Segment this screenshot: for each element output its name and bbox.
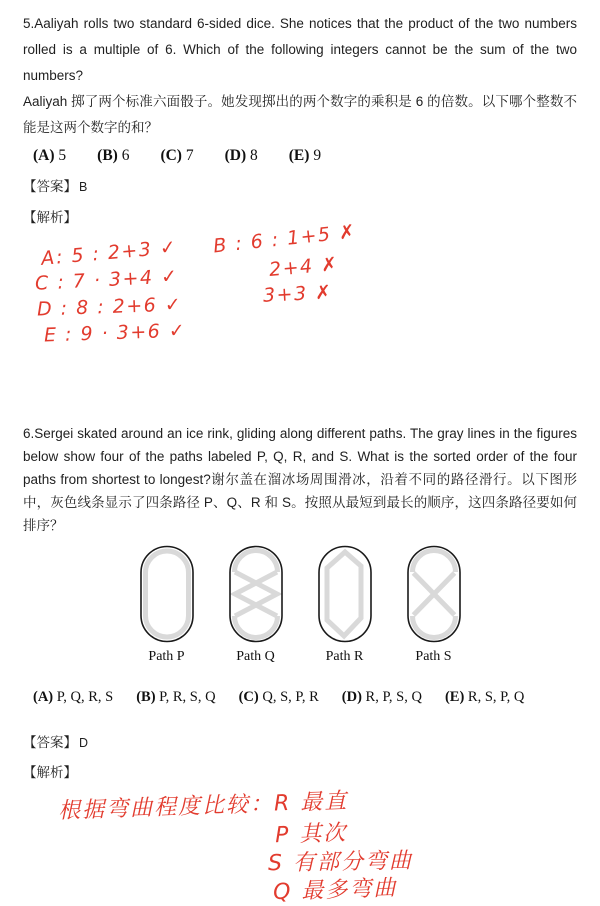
choice-letter: (A) [33, 689, 54, 705]
choice-d [342, 689, 422, 706]
path-q-diagram-icon [226, 544, 286, 644]
choice-value: 9 [313, 147, 322, 164]
choice-c [239, 689, 319, 706]
choice-value: 6 [121, 147, 130, 164]
handwriting-line: 3+3 ✗ [262, 281, 334, 307]
choice-a [33, 689, 113, 706]
problem6-analysis-line [23, 761, 577, 781]
choice-d [225, 147, 258, 165]
choice-letter: (C) [160, 147, 182, 164]
handwriting-line: Q 最多弯曲 [272, 875, 398, 906]
path-s-diagram-icon [404, 544, 464, 644]
path-s-figure [404, 544, 464, 665]
problem6-statement-en: 6.Sergei skated around an ice rink, gliding along different paths. The gray lines in the figures below show four of the paths labeled P, Q, R, and S. What is the sorted order of the four paths from shortest to longest? [23, 426, 577, 487]
path-p-figure [137, 544, 197, 665]
choice-letter: (A) [33, 147, 55, 164]
problem5-answer-line [23, 175, 577, 195]
choice-letter: (D) [341, 689, 362, 705]
choice-e [445, 689, 524, 706]
answer-value: B [79, 180, 88, 194]
path-q-label: Path Q [236, 649, 275, 664]
problem6-statement-zh: 谢尔盖在溜冰场周围滑冰，沿着不同的路径滑行。以下图形中，灰色线条显示了四条路径 P、Q、R 和 S。按照从最短到最长的顺序，这四条路径要如何排序？ [23, 472, 577, 533]
handwriting-line: P 其次 [274, 820, 348, 849]
path-p-diagram-icon [137, 544, 197, 644]
choice-value: R, S, P, Q [467, 689, 525, 705]
path-r-figure [315, 544, 375, 665]
analysis-heading: 【解析】 [23, 765, 77, 780]
choice-letter: (B) [97, 147, 118, 164]
choice-letter: (B) [136, 689, 156, 705]
handwriting-line: A: 5 : 2+3 ✓ [40, 236, 179, 270]
choice-a [33, 147, 66, 165]
choice-value: 8 [250, 147, 258, 164]
choice-c [160, 147, 193, 165]
answer-heading: 【答案】 [23, 179, 77, 194]
handwriting-line: S 有部分弯曲 [267, 848, 414, 877]
choice-e [289, 147, 321, 165]
problem6-statement [23, 422, 577, 537]
problem5-choices [33, 147, 577, 165]
path-p-label: Path P [148, 649, 185, 664]
choice-b [97, 147, 129, 165]
choice-value: 5 [58, 147, 67, 164]
choice-value: P, R, S, Q [159, 689, 216, 705]
choice-value: 7 [185, 147, 194, 164]
choice-letter: (D) [224, 147, 247, 164]
handwriting-line: B : 6 : 1+5 ✗ [212, 220, 358, 258]
problem6-choices [33, 689, 577, 706]
path-r-diagram-icon [315, 544, 375, 644]
choice-value: Q, S, P, R [262, 689, 319, 705]
handwriting-line: E : 9 · 3+6 ✓ [43, 319, 187, 347]
problem5-statement-en: 5.Aaliyah rolls two standard 6-sided dice. She notices that the product of the two numbers rolled is a multiple of 6. Which of the following integers cannot be the sum of the two numbers? [23, 16, 577, 83]
choice-value: R, P, S, Q [365, 689, 422, 705]
handwriting-line: 根据弯曲程度比较：R 最直 [57, 788, 349, 825]
path-figures-row [23, 544, 577, 665]
problem5-analysis-line [23, 206, 577, 226]
choice-b [136, 689, 215, 706]
problem6-answer-line [23, 731, 577, 751]
handwriting-line: D : 8 : 2+6 ✓ [36, 293, 183, 321]
problem5-statement-zh: Aaliyah 掷了两个标准六面骰子。她发现掷出的两个数字的乘积是 6 的倍数。以下哪个整数不能是这两个数字的和？ [23, 94, 577, 135]
analysis-heading: 【解析】 [23, 210, 77, 225]
path-r-label: Path R [325, 649, 364, 664]
choice-letter: (E) [288, 147, 310, 164]
problem5-handwritten-work [23, 220, 577, 382]
handwriting-line: 2+4 ✗ [268, 253, 340, 281]
handwriting-line: C : 7 · 3+4 ✓ [34, 265, 179, 295]
answer-value: D [79, 736, 89, 750]
choice-letter: (E) [444, 689, 465, 705]
problem6-handwritten-work [23, 781, 577, 906]
answer-heading: 【答案】 [23, 735, 77, 750]
path-s-label: Path S [415, 649, 452, 664]
choice-value: P, Q, R, S [56, 689, 114, 705]
choice-letter: (C) [238, 689, 259, 705]
path-q-figure [226, 544, 286, 665]
